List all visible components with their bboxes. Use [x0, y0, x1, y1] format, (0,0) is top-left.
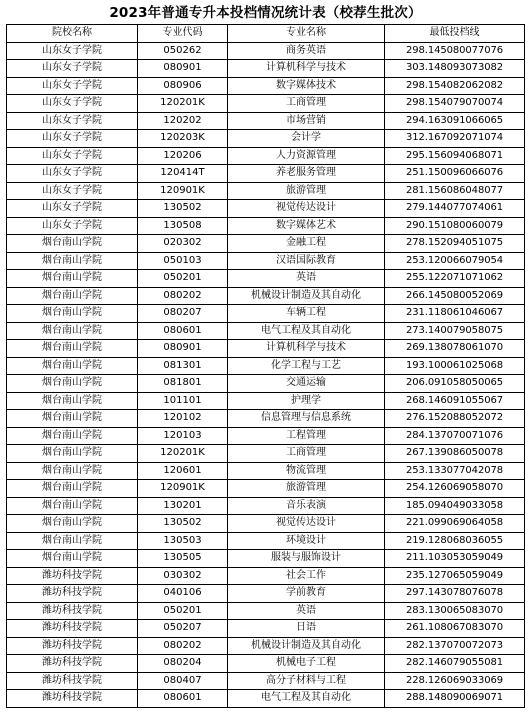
cell-school: 山东女子学院 [7, 200, 138, 218]
cell-school: 山东女子学院 [7, 60, 138, 78]
cell-school: 烟台南山学院 [7, 410, 138, 428]
table-row [7, 112, 525, 130]
cell-school: 烟台南山学院 [7, 305, 138, 323]
cell-major: 工商管理 [228, 445, 385, 463]
cell-major: 旅游管理 [228, 182, 385, 200]
cell-code: 020302 [138, 235, 228, 253]
cell-school: 山东女子学院 [7, 112, 138, 130]
cell-major: 学前教育 [228, 585, 385, 603]
table-row [7, 567, 525, 585]
cell-school: 潍坊科技学院 [7, 620, 138, 638]
cell-code: 050103 [138, 252, 228, 270]
cell-school: 潍坊科技学院 [7, 602, 138, 620]
cell-code: 130502 [138, 200, 228, 218]
cell-major: 日语 [228, 620, 385, 638]
cell-code: 080202 [138, 287, 228, 305]
cell-score: 193.100061025068 [385, 357, 525, 375]
cell-score: 269.138078061070 [385, 340, 525, 358]
cell-school: 山东女子学院 [7, 147, 138, 165]
cell-major: 化学工程与工艺 [228, 357, 385, 375]
table-row [7, 182, 525, 200]
cell-code: 080901 [138, 340, 228, 358]
cell-code: 120201K [138, 445, 228, 463]
table-row [7, 392, 525, 410]
cell-score: 290.151080060079 [385, 217, 525, 235]
cell-school: 潍坊科技学院 [7, 637, 138, 655]
cell-score: 273.140079058075 [385, 322, 525, 340]
table-row [7, 375, 525, 393]
cell-major: 工商管理 [228, 95, 385, 113]
table-body [7, 42, 525, 707]
cell-score: 206.091058050065 [385, 375, 525, 393]
table-row [7, 60, 525, 78]
cell-major: 物流管理 [228, 462, 385, 480]
header-code: 专业代码 [138, 25, 228, 43]
cell-major: 工程管理 [228, 427, 385, 445]
cell-score: 228.126069033069 [385, 672, 525, 690]
cell-score: 278.152094051075 [385, 235, 525, 253]
table-row [7, 235, 525, 253]
table-row [7, 340, 525, 358]
cell-score: 268.146091055067 [385, 392, 525, 410]
table-row [7, 77, 525, 95]
cell-major: 机械设计制造及其自动化 [228, 287, 385, 305]
cell-code: 080906 [138, 77, 228, 95]
cell-school: 烟台南山学院 [7, 252, 138, 270]
cell-major: 英语 [228, 270, 385, 288]
cell-score: 279.144077074061 [385, 200, 525, 218]
table-row [7, 620, 525, 638]
cell-code: 101101 [138, 392, 228, 410]
cell-score: 283.130065083070 [385, 602, 525, 620]
table-row [7, 602, 525, 620]
cell-major: 护理学 [228, 392, 385, 410]
cell-score: 282.137070072073 [385, 637, 525, 655]
cell-code: 080207 [138, 305, 228, 323]
cell-score: 219.128068036055 [385, 532, 525, 550]
cell-major: 人力资源管理 [228, 147, 385, 165]
cell-school: 烟台南山学院 [7, 427, 138, 445]
cell-code: 120414T [138, 165, 228, 183]
cell-school: 山东女子学院 [7, 165, 138, 183]
table-row [7, 550, 525, 568]
table-header-row [7, 25, 525, 43]
cell-code: 050207 [138, 620, 228, 638]
cell-major: 社会工作 [228, 567, 385, 585]
cell-school: 烟台南山学院 [7, 462, 138, 480]
cell-code: 080407 [138, 672, 228, 690]
cell-code: 120601 [138, 462, 228, 480]
table-row [7, 147, 525, 165]
cell-code: 120206 [138, 147, 228, 165]
cell-school: 烟台南山学院 [7, 532, 138, 550]
cell-major: 电气工程及其自动化 [228, 322, 385, 340]
cell-score: 298.154082062082 [385, 77, 525, 95]
cell-code: 040106 [138, 585, 228, 603]
cell-code: 050262 [138, 42, 228, 60]
cell-score: 312.167092071074 [385, 130, 525, 148]
table-row [7, 200, 525, 218]
cell-major: 视觉传达设计 [228, 200, 385, 218]
cell-code: 080901 [138, 60, 228, 78]
cell-score: 281.156086048077 [385, 182, 525, 200]
cell-major: 电气工程及其自动化 [228, 690, 385, 708]
cell-code: 130508 [138, 217, 228, 235]
table-row [7, 462, 525, 480]
cell-score: 266.145080052069 [385, 287, 525, 305]
cell-score: 251.150096066076 [385, 165, 525, 183]
cell-major: 商务英语 [228, 42, 385, 60]
cell-code: 080601 [138, 322, 228, 340]
table-row [7, 287, 525, 305]
table-row [7, 585, 525, 603]
table-row [7, 130, 525, 148]
cell-school: 烟台南山学院 [7, 480, 138, 498]
table-row [7, 445, 525, 463]
cell-score: 284.137070071076 [385, 427, 525, 445]
cell-major: 市场营销 [228, 112, 385, 130]
cell-major: 交通运输 [228, 375, 385, 393]
cell-code: 130502 [138, 515, 228, 533]
cell-school: 烟台南山学院 [7, 445, 138, 463]
cell-school: 山东女子学院 [7, 77, 138, 95]
cell-major: 视觉传达设计 [228, 515, 385, 533]
cell-major: 信息管理与信息系统 [228, 410, 385, 428]
cell-score: 276.152088052072 [385, 410, 525, 428]
cell-school: 山东女子学院 [7, 130, 138, 148]
cell-score: 282.146079055081 [385, 655, 525, 673]
cell-school: 烟台南山学院 [7, 270, 138, 288]
cell-major: 汉语国际教育 [228, 252, 385, 270]
cell-school: 烟台南山学院 [7, 515, 138, 533]
cell-major: 音乐表演 [228, 497, 385, 515]
cell-score: 303.148093073082 [385, 60, 525, 78]
cell-major: 养老服务管理 [228, 165, 385, 183]
cell-code: 050201 [138, 270, 228, 288]
cell-score: 235.127065059049 [385, 567, 525, 585]
cell-score: 261.108067083070 [385, 620, 525, 638]
cell-major: 旅游管理 [228, 480, 385, 498]
cell-major: 金融工程 [228, 235, 385, 253]
cell-school: 烟台南山学院 [7, 375, 138, 393]
cell-major: 高分子材料与工程 [228, 672, 385, 690]
cell-school: 山东女子学院 [7, 182, 138, 200]
cell-major: 数字媒体技术 [228, 77, 385, 95]
header-school: 院校名称 [7, 25, 138, 43]
cell-major: 服装与服饰设计 [228, 550, 385, 568]
cell-code: 120203K [138, 130, 228, 148]
table-row [7, 690, 525, 708]
table-row [7, 637, 525, 655]
header-score: 最低投档线 [385, 25, 525, 43]
cell-school: 烟台南山学院 [7, 497, 138, 515]
cell-code: 030302 [138, 567, 228, 585]
cell-score: 221.099069064058 [385, 515, 525, 533]
page-title: 2023年普通专升本投档情况统计表（校荐生批次） [109, 5, 422, 21]
cell-score: 211.103053059049 [385, 550, 525, 568]
table-row [7, 42, 525, 60]
table-row [7, 655, 525, 673]
cell-school: 山东女子学院 [7, 42, 138, 60]
cell-school: 潍坊科技学院 [7, 690, 138, 708]
cell-score: 267.139086050078 [385, 445, 525, 463]
table-row [7, 410, 525, 428]
score-table [6, 24, 525, 708]
cell-code: 081801 [138, 375, 228, 393]
table-row [7, 357, 525, 375]
table-row [7, 515, 525, 533]
cell-major: 车辆工程 [228, 305, 385, 323]
cell-school: 潍坊科技学院 [7, 585, 138, 603]
cell-score: 295.156094068071 [385, 147, 525, 165]
table-row [7, 305, 525, 323]
cell-major: 环境设计 [228, 532, 385, 550]
cell-code: 130503 [138, 532, 228, 550]
cell-major: 机械设计制造及其自动化 [228, 637, 385, 655]
cell-code: 080204 [138, 655, 228, 673]
cell-score: 185.094049033058 [385, 497, 525, 515]
table-row [7, 497, 525, 515]
cell-code: 080601 [138, 690, 228, 708]
cell-school: 潍坊科技学院 [7, 655, 138, 673]
cell-code: 120901K [138, 480, 228, 498]
cell-score: 298.154079070074 [385, 95, 525, 113]
cell-major: 数字媒体艺术 [228, 217, 385, 235]
cell-code: 120201K [138, 95, 228, 113]
table-row [7, 532, 525, 550]
cell-score: 288.148090069071 [385, 690, 525, 708]
cell-score: 298.145080077076 [385, 42, 525, 60]
cell-school: 烟台南山学院 [7, 357, 138, 375]
table-row [7, 322, 525, 340]
cell-school: 潍坊科技学院 [7, 672, 138, 690]
table-row [7, 672, 525, 690]
table-row [7, 427, 525, 445]
table-row [7, 95, 525, 113]
cell-school: 烟台南山学院 [7, 550, 138, 568]
cell-school: 烟台南山学院 [7, 322, 138, 340]
cell-code: 120102 [138, 410, 228, 428]
cell-school: 烟台南山学院 [7, 340, 138, 358]
cell-code: 130505 [138, 550, 228, 568]
cell-school: 烟台南山学院 [7, 392, 138, 410]
cell-major: 英语 [228, 602, 385, 620]
cell-score: 297.143078076078 [385, 585, 525, 603]
cell-code: 080202 [138, 637, 228, 655]
cell-school: 潍坊科技学院 [7, 567, 138, 585]
cell-major: 机械电子工程 [228, 655, 385, 673]
cell-school: 山东女子学院 [7, 217, 138, 235]
header-major: 专业名称 [228, 25, 385, 43]
cell-major: 计算机科学与技术 [228, 340, 385, 358]
table-row [7, 165, 525, 183]
cell-school: 烟台南山学院 [7, 235, 138, 253]
cell-code: 130201 [138, 497, 228, 515]
cell-code: 050201 [138, 602, 228, 620]
cell-score: 255.122071071062 [385, 270, 525, 288]
table-row [7, 217, 525, 235]
table-row [7, 480, 525, 498]
cell-score: 254.126069058070 [385, 480, 525, 498]
cell-score: 253.120066079054 [385, 252, 525, 270]
cell-code: 120202 [138, 112, 228, 130]
cell-score: 294.163091066065 [385, 112, 525, 130]
cell-score: 253.133077042078 [385, 462, 525, 480]
cell-code: 120103 [138, 427, 228, 445]
cell-code: 081301 [138, 357, 228, 375]
cell-major: 会计学 [228, 130, 385, 148]
table-row [7, 270, 525, 288]
cell-school: 山东女子学院 [7, 95, 138, 113]
cell-code: 120901K [138, 182, 228, 200]
cell-major: 计算机科学与技术 [228, 60, 385, 78]
table-row [7, 252, 525, 270]
cell-score: 231.118061046067 [385, 305, 525, 323]
cell-school: 烟台南山学院 [7, 287, 138, 305]
